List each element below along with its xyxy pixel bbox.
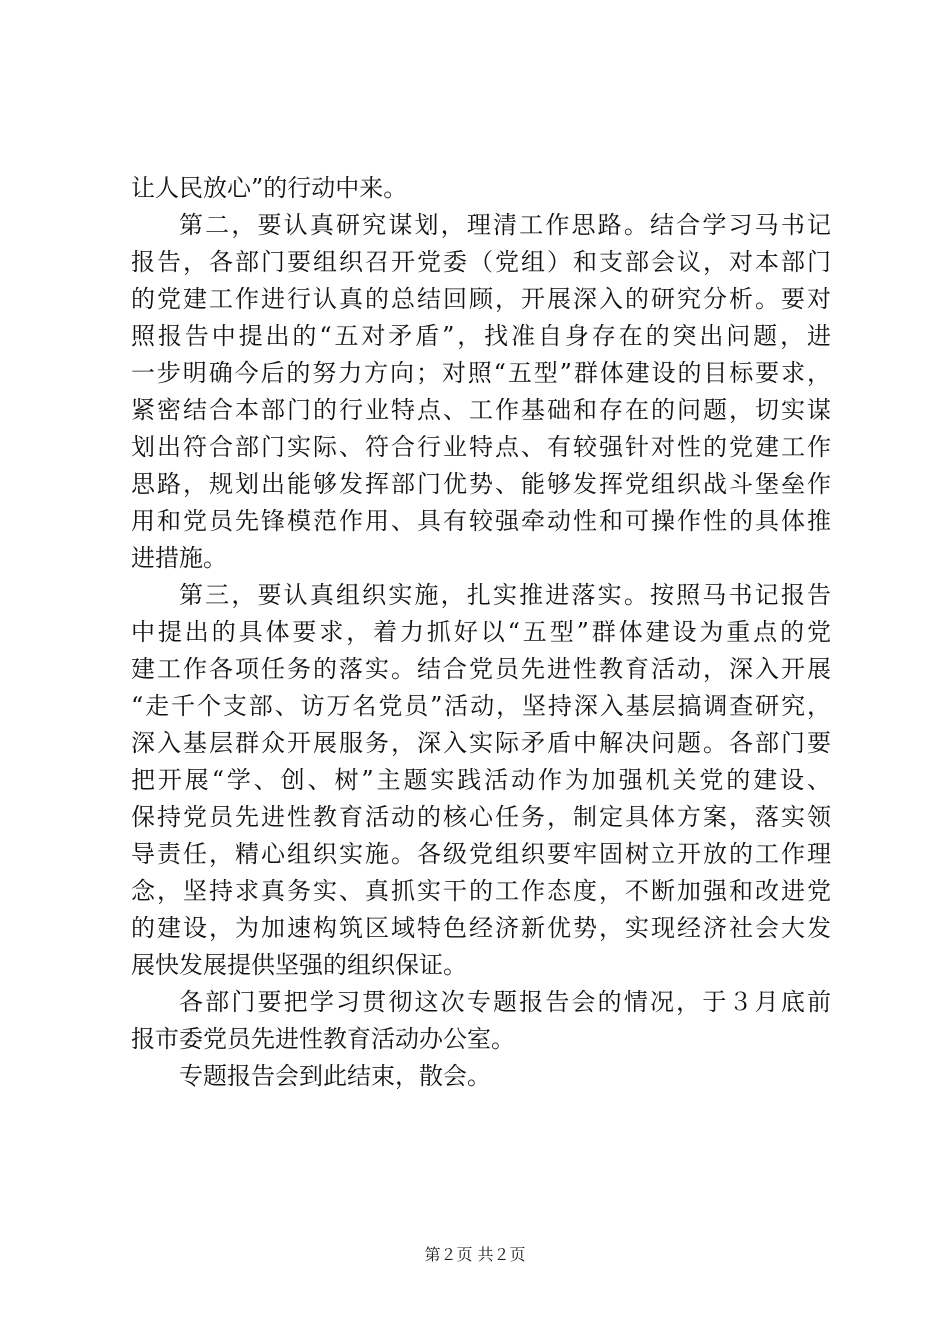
text-line: 专题报告会到此结束，散会。 [179,1062,491,1090]
text-line: 紧密结合本部门的行业特点、工作基础和存在的问题，切实谋 [131,396,831,424]
text-line: 照报告中提出的“五对矛盾”，找准自身存在的突出问题，进 [131,322,831,350]
text-line: 让人民放心”的行动中来。 [131,174,408,202]
text-line: 第二，要认真研究谋划，理清工作思路。结合学习马书记 [179,211,831,239]
text-line: 思路，规划出能够发挥部门优势、能够发挥党组织战斗堡垒作 [131,470,831,498]
text-line: 用和党员先锋模范作用、具有较强牵动性和可操作性的具体推 [131,507,831,535]
text-line: 的建设，为加速构筑区域特色经济新优势，实现经济社会大发 [131,914,831,942]
text-line: 展快发展提供坚强的组织保证。 [131,951,467,979]
text-line: 念，坚持求真务实、真抓实干的工作态度，不断加强和改进党 [131,877,831,905]
text-line: 进措施。 [131,544,227,572]
text-line: 一步明确今后的努力方向；对照“五型”群体建设的目标要求， [131,359,831,387]
text-line: 深入基层群众开展服务，深入实际矛盾中解决问题。各部门要 [131,729,831,757]
page-footer: 第２页 共２页 [424,1245,526,1264]
text-line: “走千个支部、访万名党员”活动，坚持深入基层搞调查研究， [131,692,831,720]
text-line: 第三，要认真组织实施，扎实推进落实。按照马书记报告 [179,581,831,609]
text-line: 各部门要把学习贯彻这次专题报告会的情况，于３月底前 [179,988,831,1016]
text-line: 报告，各部门要组织召开党委（党组）和支部会议，对本部门 [131,248,831,276]
text-line: 把开展“学、创、树”主题实践活动作为加强机关党的建设、 [131,766,831,794]
text-line: 建工作各项任务的落实。结合党员先进性教育活动，深入开展 [131,655,831,683]
text-line: 报市委党员先进性教育活动办公室。 [131,1025,515,1053]
text-line: 导责任，精心组织实施。各级党组织要牢固树立开放的工作理 [131,840,831,868]
text-line: 划出符合部门实际、符合行业特点、有较强针对性的党建工作 [131,433,831,461]
document-body [131,170,831,1095]
text-line: 的党建工作进行认真的总结回顾，开展深入的研究分析。要对 [131,285,831,313]
text-line: 保持党员先进性教育活动的核心任务，制定具体方案，落实领 [131,803,831,831]
text-line: 中提出的具体要求，着力抓好以“五型”群体建设为重点的党 [131,618,831,646]
